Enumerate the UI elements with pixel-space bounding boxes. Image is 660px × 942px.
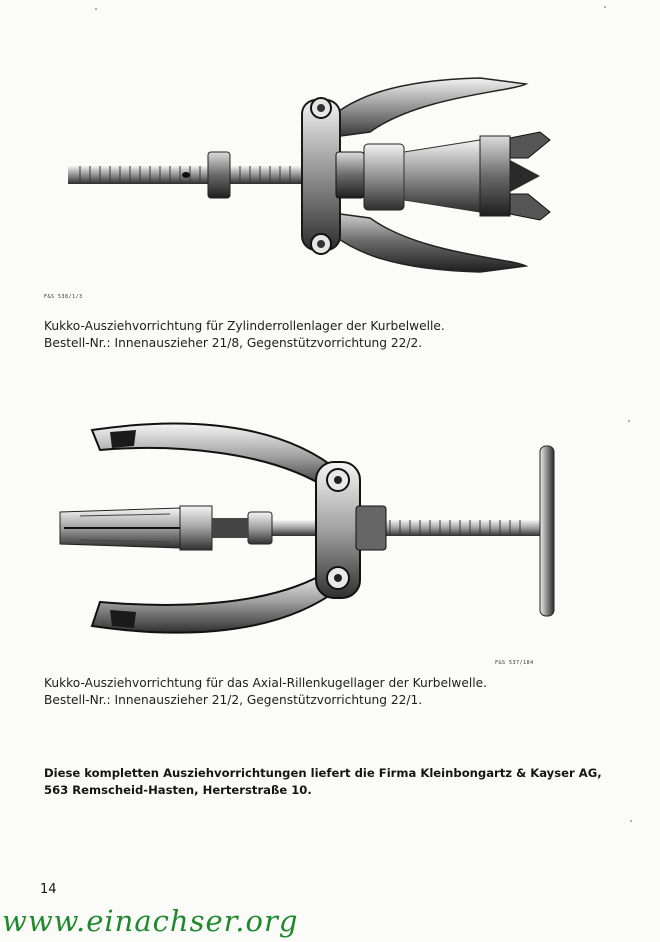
figure-2-puller-photo [40,380,630,680]
figure-2-code: F&S 537/184 [495,660,534,666]
figure-2-caption [44,675,487,709]
figure-2-caption-line-2: Bestell-Nr.: Innenauszieher 21/2, Gegenstützvorrichtung 22/1. [44,693,423,707]
page-number: 14 [40,882,57,897]
figure-1-caption-line-2: Bestell-Nr.: Innenauszieher 21/8, Gegenstützvorrichtung 22/2. [44,336,423,350]
website-watermark: www.einachser.org [2,904,299,938]
paper-speck [630,820,632,822]
paper-speck [604,6,606,8]
figure-2-caption-line-1: Kukko-Ausziehvorrichtung für das Axial-Rillenkugellager der Kurbelwelle. [44,676,487,690]
supplier-note-line-2: 563 Remscheid-Hasten, Herterstraße 10. [44,783,312,797]
figure-1-puller-photo [40,40,630,320]
figure-1-caption-line-1: Kukko-Ausziehvorrichtung für Zylinderrollenlager der Kurbelwelle. [44,319,445,333]
puller-illustration-2 [40,380,630,680]
puller-illustration-1 [40,40,630,320]
paper-speck [95,8,97,10]
supplier-note-line-1: Diese kompletten Ausziehvorrichtungen liefert die Firma Kleinbongartz & Kayser AG, [44,766,602,780]
paper-speck [628,420,630,422]
supplier-note [44,765,602,799]
figure-1-caption [44,318,445,352]
figure-1-code: F&S 538/1/3 [44,294,83,300]
